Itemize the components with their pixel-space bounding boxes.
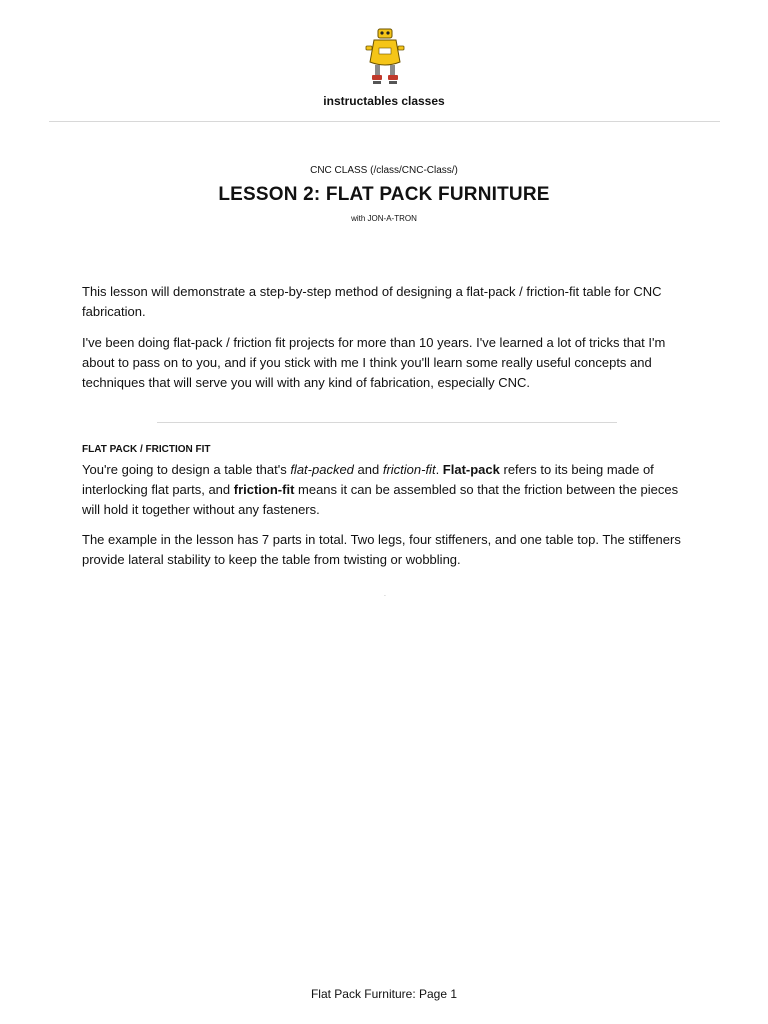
intro-paragraph-2: I've been doing flat-pack / friction fit projects for more than 10 years. I've learned a lot of tricks that I'm about to pass on to you, and if you stick with me I think you'll learn some really useful concepts and techniques that will serve you will with any kind of fabrication, especially CNC. <box>82 335 666 390</box>
section-divider <box>157 422 617 423</box>
brand-name: instructables classes <box>323 94 445 108</box>
text-span: . <box>435 462 443 477</box>
lesson-title: LESSON 2: FLAT PACK FURNITURE <box>218 184 550 205</box>
text-span: means it can be assembled so that the friction between the pieces will hold it together without any fasteners. <box>82 482 679 517</box>
bold-flat-pack: Flat-pack <box>442 462 500 477</box>
header-divider <box>49 121 720 122</box>
intro-paragraph-1: This lesson will demonstrate a step-by-step method of designing a flat-pack / friction-fit table for CNC fabrication. <box>82 284 662 319</box>
section-paragraph-1 <box>82 460 692 520</box>
text-span: and <box>353 462 383 477</box>
class-link[interactable]: CNC CLASS (/class/CNC-Class/) <box>310 165 458 176</box>
emphasis-flat-packed: flat-packed <box>290 462 354 477</box>
instructables-robot-icon <box>360 28 410 86</box>
section-paragraph-2: The example in the lesson has 7 parts in total. Two legs, four stiffeners, and one table top. The stiffeners provide lateral stability to keep the table from twisting or wobbling. <box>82 532 681 567</box>
bold-friction-fit: friction-fit <box>233 482 295 497</box>
text-span: refers to its being made of interlocking flat parts, and <box>82 462 654 497</box>
lesson-author: with JON-A-TRON <box>351 214 417 223</box>
emphasis-friction-fit: friction-fit <box>382 462 436 477</box>
text-span: You're going to design a table that's <box>82 462 291 477</box>
section-heading: FLAT PACK / FRICTION FIT <box>82 444 211 455</box>
image-placeholder-mark: ` <box>384 596 386 602</box>
page-footer: Flat Pack Furniture: Page 1 <box>310 987 458 1001</box>
